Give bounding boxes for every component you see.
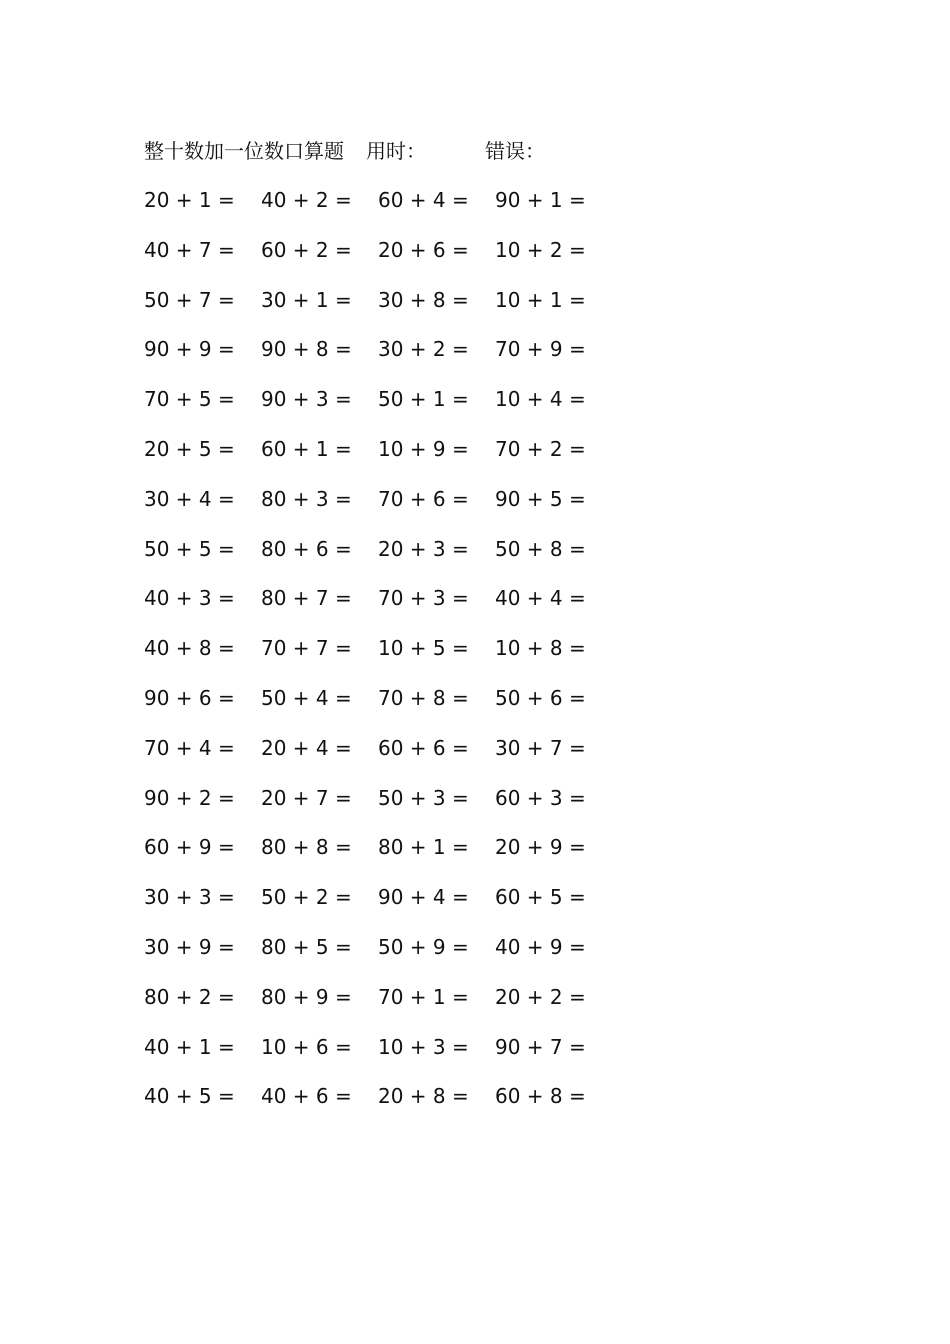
- problem-row: [144, 235, 624, 285]
- problem-item: 60 + 5 =: [495, 885, 586, 910]
- problem-item: 90 + 3 =: [261, 387, 352, 412]
- problem-row: [144, 334, 624, 384]
- problem-item: 60 + 6 =: [378, 735, 469, 760]
- problem-item: 50 + 5 =: [144, 536, 235, 561]
- problem-item: 80 + 1 =: [378, 835, 469, 860]
- problem-item: 80 + 6 =: [261, 536, 352, 561]
- problem-item: 10 + 6 =: [261, 1034, 352, 1059]
- problem-item: 90 + 8 =: [261, 337, 352, 362]
- problem-item: 60 + 1 =: [261, 436, 352, 461]
- problem-row: [144, 733, 624, 783]
- problem-item: 10 + 9 =: [378, 436, 469, 461]
- problem-item: 40 + 1 =: [144, 1034, 235, 1059]
- problem-row: [144, 484, 624, 534]
- problem-item: 10 + 8 =: [495, 636, 586, 661]
- problem-item: 90 + 5 =: [495, 486, 586, 511]
- problem-item: 40 + 7 =: [144, 237, 235, 262]
- problem-item: 10 + 4 =: [495, 387, 586, 412]
- problem-item: 70 + 3 =: [378, 586, 469, 611]
- problem-item: 10 + 5 =: [378, 636, 469, 661]
- problem-item: 50 + 4 =: [261, 685, 352, 710]
- problem-item: 50 + 6 =: [495, 685, 586, 710]
- problem-item: 30 + 4 =: [144, 486, 235, 511]
- problem-row: [144, 384, 624, 434]
- problem-item: 80 + 9 =: [261, 984, 352, 1009]
- problem-item: 90 + 2 =: [144, 785, 235, 810]
- problem-item: 90 + 1 =: [495, 188, 586, 212]
- problem-row: [144, 932, 624, 982]
- problem-item: 90 + 7 =: [495, 1034, 586, 1059]
- problem-item: 60 + 3 =: [495, 785, 586, 810]
- problem-item: 50 + 1 =: [378, 387, 469, 412]
- problem-item: 90 + 6 =: [144, 685, 235, 710]
- errors-label: 错误：: [485, 139, 545, 163]
- problem-item: 30 + 7 =: [495, 735, 586, 760]
- problem-item: 20 + 3 =: [378, 536, 469, 561]
- problem-item: 20 + 7 =: [261, 785, 352, 810]
- problem-item: 30 + 3 =: [144, 885, 235, 910]
- problem-item: 80 + 2 =: [144, 984, 235, 1009]
- problem-grid: [144, 185, 624, 1131]
- problem-item: 60 + 4 =: [378, 188, 469, 212]
- problem-item: 90 + 9 =: [144, 337, 235, 362]
- problem-item: 40 + 8 =: [144, 636, 235, 661]
- problem-item: 50 + 8 =: [495, 536, 586, 561]
- problem-item: 50 + 3 =: [378, 785, 469, 810]
- problem-item: 30 + 9 =: [144, 934, 235, 959]
- problem-item: 60 + 9 =: [144, 835, 235, 860]
- problem-row: [144, 633, 624, 683]
- problem-item: 70 + 9 =: [495, 337, 586, 362]
- problem-item: 70 + 5 =: [144, 387, 235, 412]
- problem-row: [144, 583, 624, 633]
- problem-item: 40 + 4 =: [495, 586, 586, 611]
- problem-item: 10 + 1 =: [495, 287, 586, 312]
- problem-item: 70 + 2 =: [495, 436, 586, 461]
- problem-item: 80 + 5 =: [261, 934, 352, 959]
- problem-item: 70 + 8 =: [378, 685, 469, 710]
- problem-row: [144, 185, 624, 235]
- problem-item: 20 + 9 =: [495, 835, 586, 860]
- problem-item: 40 + 5 =: [144, 1084, 235, 1109]
- problem-item: 20 + 2 =: [495, 984, 586, 1009]
- problem-item: 80 + 7 =: [261, 586, 352, 611]
- problem-row: [144, 534, 624, 584]
- problem-item: 40 + 6 =: [261, 1084, 352, 1109]
- problem-item: 80 + 3 =: [261, 486, 352, 511]
- problem-row: [144, 1081, 624, 1131]
- problem-item: 80 + 8 =: [261, 835, 352, 860]
- problem-item: 50 + 2 =: [261, 885, 352, 910]
- problem-item: 20 + 5 =: [144, 436, 235, 461]
- problem-item: 20 + 8 =: [378, 1084, 469, 1109]
- problem-item: 40 + 2 =: [261, 188, 352, 212]
- problem-item: 30 + 1 =: [261, 287, 352, 312]
- problem-item: 30 + 8 =: [378, 287, 469, 312]
- problem-item: 30 + 2 =: [378, 337, 469, 362]
- problem-item: 40 + 3 =: [144, 586, 235, 611]
- problem-item: 50 + 9 =: [378, 934, 469, 959]
- problem-item: 60 + 2 =: [261, 237, 352, 262]
- problem-row: [144, 1032, 624, 1082]
- time-label: 用时：: [366, 139, 426, 163]
- problem-item: 20 + 4 =: [261, 735, 352, 760]
- problem-item: 60 + 8 =: [495, 1084, 586, 1109]
- problem-item: 40 + 9 =: [495, 934, 586, 959]
- problem-item: 50 + 7 =: [144, 287, 235, 312]
- problem-row: [144, 832, 624, 882]
- problem-item: 70 + 4 =: [144, 735, 235, 760]
- problem-row: [144, 882, 624, 932]
- problem-item: 10 + 3 =: [378, 1034, 469, 1059]
- problem-row: [144, 982, 624, 1032]
- problem-item: 70 + 6 =: [378, 486, 469, 511]
- problem-row: [144, 285, 624, 335]
- problem-item: 90 + 4 =: [378, 885, 469, 910]
- worksheet-title: 整十数加一位数口算题: [144, 139, 344, 163]
- problem-row: [144, 683, 624, 733]
- problem-item: 20 + 1 =: [144, 188, 235, 212]
- problem-item: 20 + 6 =: [378, 237, 469, 262]
- problem-row: [144, 434, 624, 484]
- problem-item: 70 + 1 =: [378, 984, 469, 1009]
- problem-item: 10 + 2 =: [495, 237, 586, 262]
- problem-row: [144, 783, 624, 833]
- problem-item: 70 + 7 =: [261, 636, 352, 661]
